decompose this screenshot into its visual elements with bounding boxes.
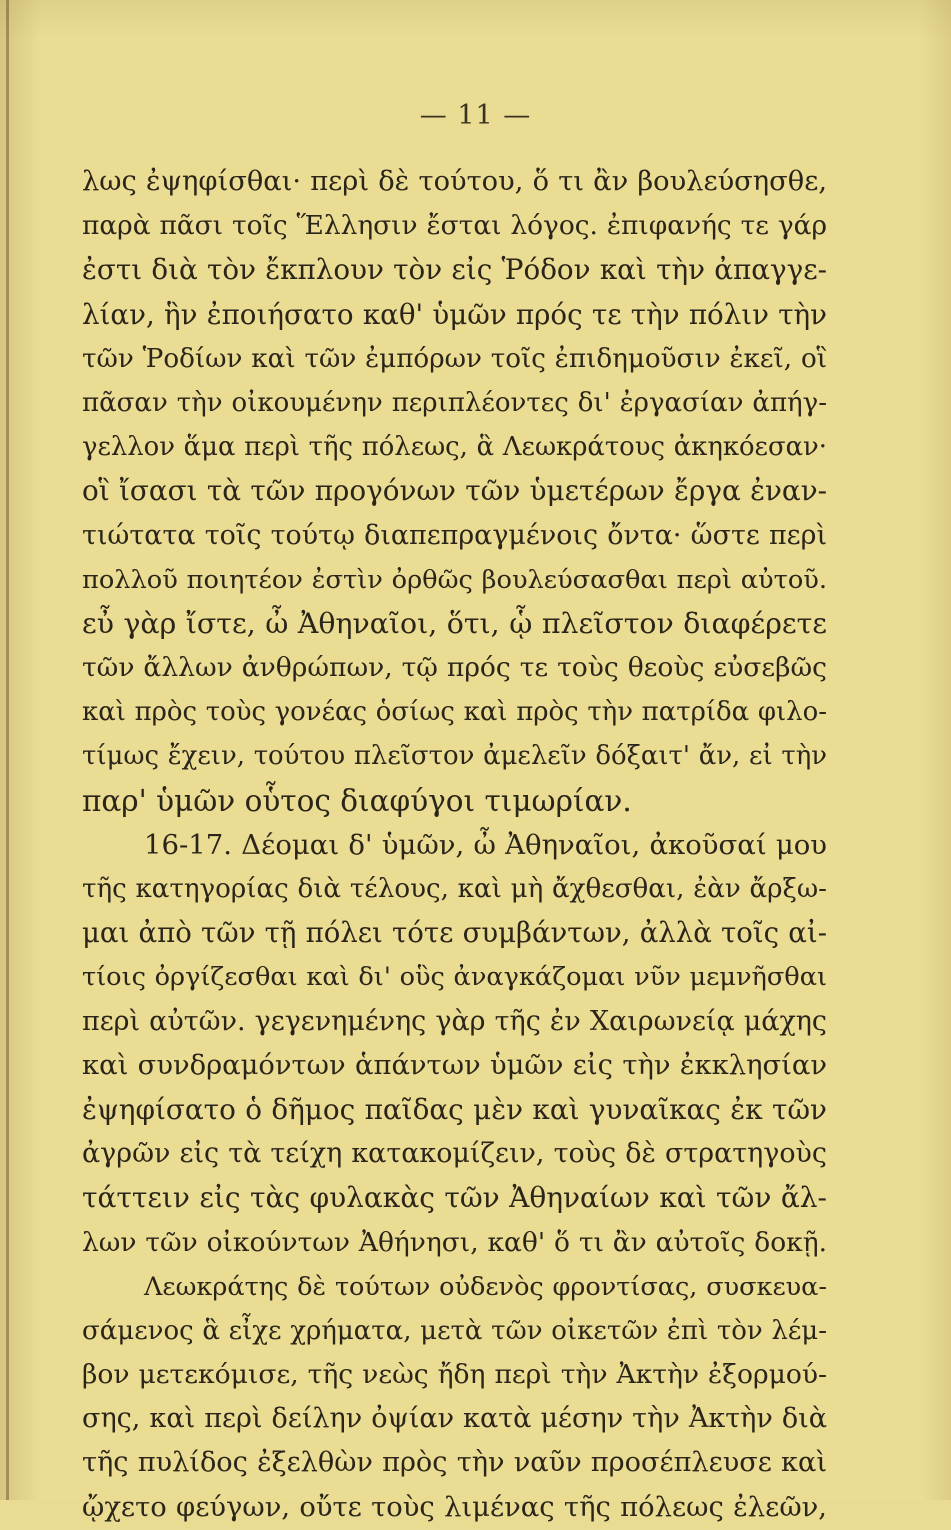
text-line: παρὰ πᾶσι τοῖς Ἕλλησιν ἔσται λόγος. ἐπιφανής τε γάρ xyxy=(82,210,827,242)
text-line: ἐστι διὰ τὸν ἔκπλουν τὸν εἰς Ῥόδον καὶ τὴν ἀπαγγε- xyxy=(82,253,827,287)
paragraph-end-line: παρ' ὑμῶν οὗτος διαφύγοι τιμωρίαν. xyxy=(82,783,632,818)
binding-edge xyxy=(6,0,9,1500)
text-line: βον μετεκόμισε, τῆς νεὼς ἤδη περὶ τὴν Ἀκτὴν ἐξορμού- xyxy=(82,1359,827,1391)
text-line: εὖ γὰρ ἴστε, ὦ Ἀθηναῖοι, ὅτι, ᾧ πλεῖστον διαφέρετε xyxy=(82,606,827,640)
paragraph-start-line: Λεωκράτης δὲ τούτων οὐδενὸς φροντίσας, συσκευα- xyxy=(144,1271,827,1302)
text-line: ἐψηφίσατο ὁ δῆμος παῖδας μὲν καὶ γυναῖκας ἐκ τῶν xyxy=(82,1092,827,1126)
text-line: λίαν, ἣν ἐποιήσατο καθ' ὑμῶν πρός τε τὴν πόλιν τὴν xyxy=(82,297,827,331)
section-heading-line: 16-17. Δέομαι δ' ὑμῶν, ὦ Ἀθηναῖοι, ἀκοῦσαί μου xyxy=(144,828,827,861)
text-line: περὶ αὐτῶν. γεγενημένης γὰρ τῆς ἐν Χαιρωνείᾳ μάχης xyxy=(82,1005,827,1037)
text-line: τῆς κατηγορίας διὰ τέλους, καὶ μὴ ἄχθεσθαι, ἐὰν ἄρξω- xyxy=(82,874,827,904)
text-line: τῶν ἄλλων ἀνθρώπων, τῷ πρός τε τοὺς θεοὺς εὐσεβῶς xyxy=(82,652,827,684)
text-line: τίμως ἔχειν, τούτου πλεῖστον ἀμελεῖν δόξαιτ' ἄν, εἰ τὴν xyxy=(82,741,827,772)
body-text xyxy=(82,160,827,1530)
text-line: τάττειν εἰς τὰς φυλακὰς τῶν Ἀθηναίων καὶ τῶν ἄλ- xyxy=(82,1181,827,1215)
text-line: σάμενος ἃ εἶχε χρήματα, μετὰ τῶν οἰκετῶν ἐπὶ τὸν λέμ- xyxy=(82,1315,827,1346)
text-line: οἳ ἴσασι τὰ τῶν προγόνων τῶν ὑμετέρων ἔργα ἐναν- xyxy=(82,474,827,508)
text-line: ἀγρῶν εἰς τὰ τείχη κατακομίζειν, τοὺς δὲ στρατηγοὺς xyxy=(82,1138,827,1170)
text-line: μαι ἀπὸ τῶν τῇ πόλει τότε συμβάντων, ἀλλὰ τοῖς αἰ- xyxy=(82,917,827,950)
text-line: σης, καὶ περὶ δείλην ὀψίαν κατὰ μέσην τὴν Ἀκτὴν διὰ xyxy=(82,1403,827,1435)
text-line: ᾤχετο φεύγων, οὔτε τοὺς λιμένας τῆς πόλεως ἐλεῶν, xyxy=(82,1491,827,1523)
text-line: λων τῶν οἰκούντων Ἀθήνησι, καθ' ὅ τι ἂν αὐτοῖς δοκῇ. xyxy=(82,1226,827,1258)
text-line: γελλον ἅμα περὶ τῆς πόλεως, ἃ Λεωκράτους ἀκηκόεσαν· xyxy=(82,432,827,463)
text-line: τίοις ὀργίζεσθαι καὶ δι' οὓς ἀναγκάζομαι νῦν μεμνῆσθαι xyxy=(82,962,827,993)
text-line: τιώτατα τοῖς τούτῳ διαπεπραγμένοις ὄντα· ὥστε περὶ xyxy=(82,519,827,551)
text-line: καὶ συνδραμόντων ἁπάντων ὑμῶν εἰς τὴν ἐκκλησίαν xyxy=(82,1049,827,1081)
text-line: πᾶσαν τὴν οἰκουμένην περιπλέοντες δι' ἐργασίαν ἀπήγ- xyxy=(82,387,827,418)
text-line: τῶν Ῥοδίων καὶ τῶν ἐμπόρων τοῖς ἐπιδημοῦσιν ἐκεῖ, οἳ xyxy=(82,343,827,374)
text-line: λως ἐψηφίσθαι· περὶ δὲ τούτου, ὅ τι ἂν βουλεύσησθε, xyxy=(82,166,827,197)
text-line: καὶ πρὸς τοὺς γονέας ὁσίως καὶ πρὸς τὴν πατρίδα φιλο- xyxy=(82,697,827,728)
text-line: πολλοῦ ποιητέον ἐστὶν ὀρθῶς βουλεύσασθαι περὶ αὐτοῦ. xyxy=(82,564,827,595)
page-number: — 11 — xyxy=(419,100,532,131)
text-line: τῆς πυλίδος ἐξελθὼν πρὸς τὴν ναῦν προσέπλευσε καὶ xyxy=(82,1447,827,1479)
